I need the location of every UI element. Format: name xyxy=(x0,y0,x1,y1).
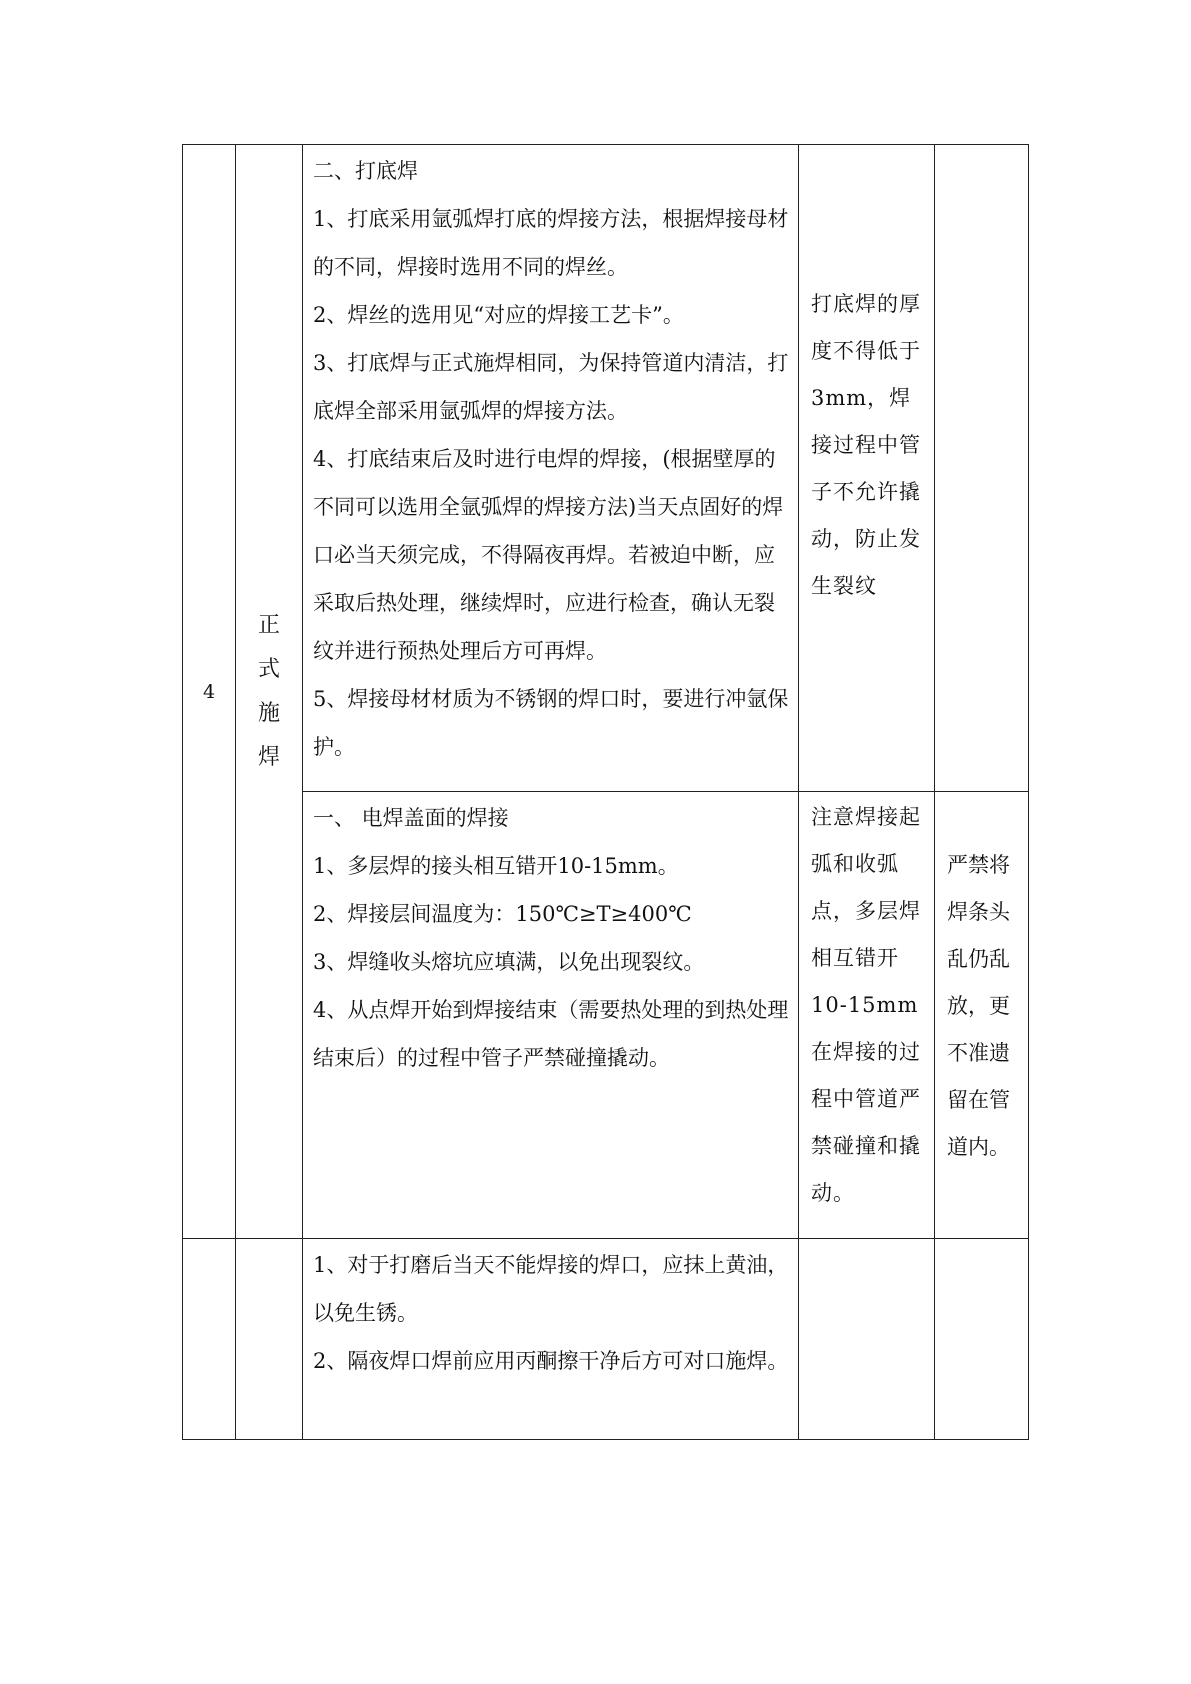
welding-procedure-table xyxy=(182,144,1029,1440)
storage-cell xyxy=(303,1239,799,1440)
backing-weld-note-cell xyxy=(799,145,935,792)
cap-weld-warning-cell xyxy=(935,792,1029,1239)
table-row xyxy=(183,145,1029,792)
list-item: 2、焊丝的选用见“对应的焊接工艺卡”。 xyxy=(313,303,684,327)
list-item: 5、焊接母材材质为不锈钢的焊口时，要进行冲氩保护。 xyxy=(313,687,789,759)
cap-weld-warning: 严禁将焊条头乱仍乱放，更不准遗留在管道内。 xyxy=(947,853,1010,1159)
section-heading: 二、打底焊 xyxy=(313,159,418,183)
row-number-cell xyxy=(183,145,236,1239)
cap-weld-note: 注意焊接起弧和收弧点，多层焊相互错开10-15mm在焊接的过程中管道严禁碰撞和撬动。 xyxy=(811,805,921,1205)
list-item: 4、从点焊开始到焊接结束（需要热处理的到热处理结束后）的过程中管子严禁碰撞撬动。 xyxy=(313,998,789,1070)
storage-warning-cell xyxy=(935,1239,1029,1440)
row-number: 4 xyxy=(202,680,216,703)
list-item: 2、隔夜焊口焊前应用丙酮擦干净后方可对口施焊。 xyxy=(313,1349,789,1373)
cap-weld-note-cell xyxy=(799,792,935,1239)
storage-note-cell xyxy=(799,1239,935,1440)
list-item: 1、打底采用氩弧焊打底的焊接方法，根据焊接母材的不同，焊接时选用不同的焊丝。 xyxy=(313,207,789,279)
list-item: 4、打底结束后及时进行电焊的焊接，(根据壁厚的不同可以选用全氩弧焊的焊接方法)当天点固好的焊口必当天须完成，不得隔夜再焊。若被迫中断，应采取后热处理，继续焊时，应进行检查，确认无裂纹并进行预热处理后方可再焊。 xyxy=(313,447,784,663)
list-item: 3、焊缝收头熔坑应填满，以免出现裂纹。 xyxy=(313,950,705,974)
backing-weld-note: 打底焊的厚度不得低于3mm，焊接过程中管子不允许撬动，防止发生裂纹 xyxy=(811,292,921,598)
table-row xyxy=(183,792,1029,1239)
backing-weld-cell xyxy=(303,145,799,792)
row-number-cell xyxy=(183,1239,236,1440)
list-item: 1、对于打磨后当天不能焊接的焊口，应抹上黄油，以免生锈。 xyxy=(313,1253,789,1325)
section-heading: 一、 电焊盖面的焊接 xyxy=(313,806,509,830)
list-item: 2、焊接层间温度为：150℃≥T≥400℃ xyxy=(313,902,692,926)
step-name-cell xyxy=(236,145,303,1239)
step-name: 正式施焊 xyxy=(257,612,280,770)
list-item: 3、打底焊与正式施焊相同，为保持管道内清洁，打底焊全部采用氩弧焊的焊接方法。 xyxy=(313,351,789,423)
backing-weld-warning-cell xyxy=(935,145,1029,792)
list-item: 1、多层焊的接头相互错开10-15mm。 xyxy=(313,854,679,878)
cap-weld-cell xyxy=(303,792,799,1239)
table-row xyxy=(183,1239,1029,1440)
step-name-cell xyxy=(236,1239,303,1440)
